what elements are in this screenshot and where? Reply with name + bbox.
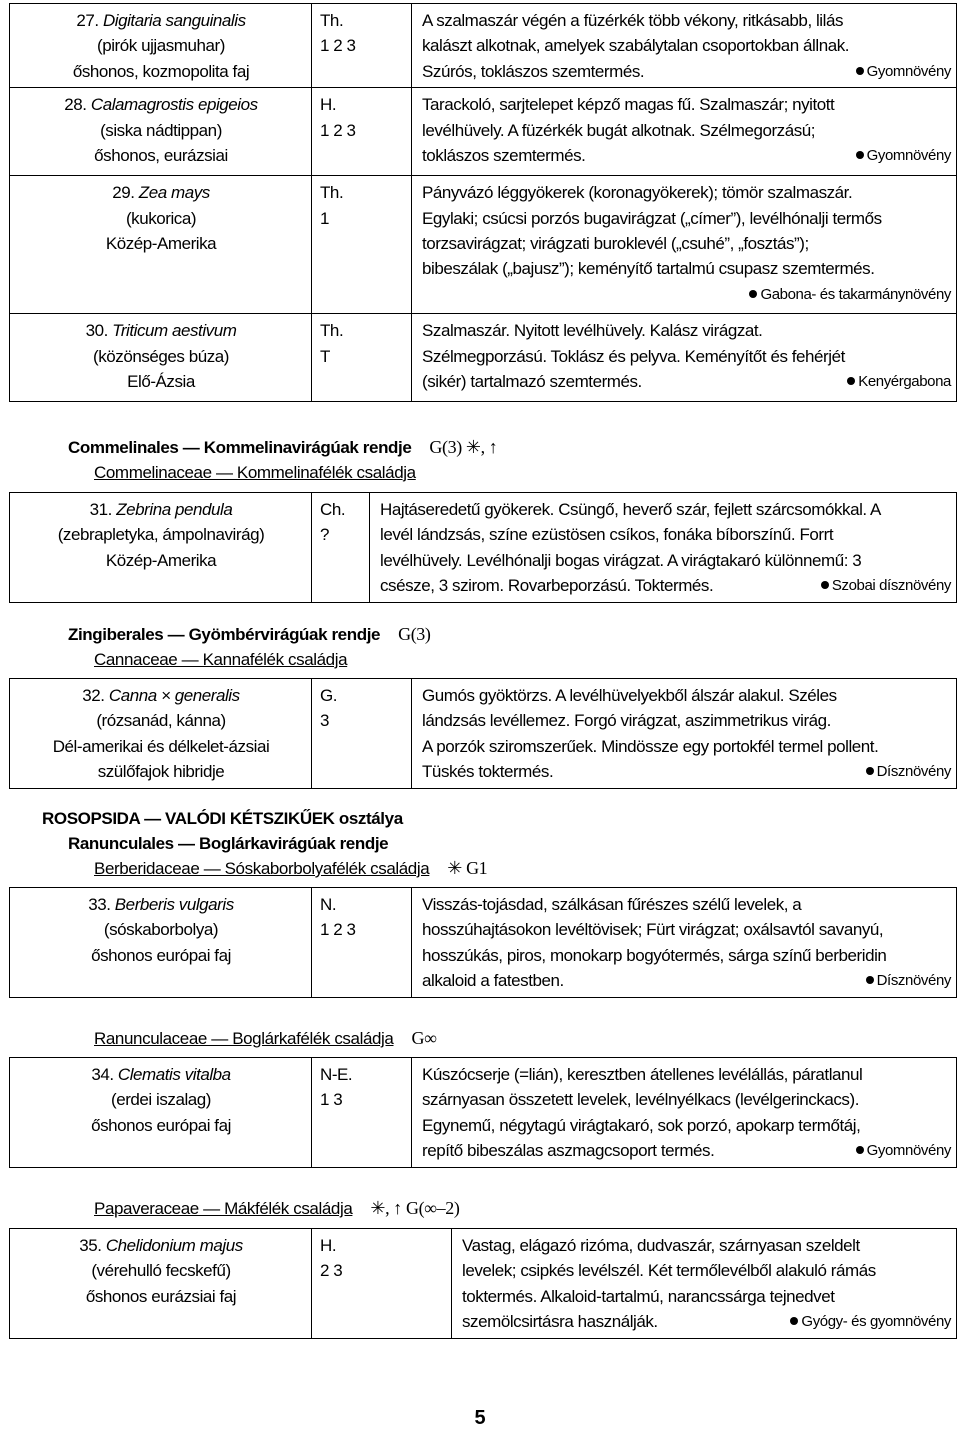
- latin-name: Canna × generalis: [108, 686, 240, 705]
- family-heading: Berberidaceae — Sóskaborbolyafélék családja ✳ G1: [94, 858, 488, 878]
- species-number: 35.: [79, 1236, 102, 1255]
- table-row: [10, 88, 957, 176]
- table-row: [10, 1229, 957, 1339]
- species-number: 28.: [64, 95, 87, 115]
- description-line: szárnyasan összetett levelek, levélnyélkacs (levélgerinckacs).: [422, 1090, 859, 1110]
- species-table-commelinales: [9, 492, 957, 603]
- table-row: [10, 493, 957, 603]
- latin-name: Chelidonium majus: [105, 1236, 243, 1255]
- species-number: 29.: [112, 183, 135, 203]
- description-line: Egylaki; csúcsi porzós bugavirágzat („címer”), levélhónalji termős: [422, 208, 882, 228]
- usage-tag: Dísznövény: [866, 968, 951, 993]
- common-name: (pirók ujjasmuhar): [97, 36, 225, 56]
- usage-tag: Kenyérgabona: [847, 369, 951, 394]
- description-line: hosszúhajtásokon levéltövisek; Fürt virágzat; oxálsavtól savanyú,: [422, 920, 884, 940]
- description-line: (sikér) tartalmazó szemtermés.: [422, 372, 642, 392]
- latin-name: Digitaria sanguinalis: [102, 11, 246, 30]
- origin: Dél-amerikai és délkelet-ázsiai: [52, 736, 270, 756]
- usage-tag: Szobai dísznövény: [821, 573, 951, 598]
- species-number: 34.: [91, 1065, 114, 1084]
- bullet-icon: [866, 767, 874, 775]
- species-number: 33.: [88, 895, 111, 914]
- flower-formula: ✳, ↑ G(∞–2): [370, 1198, 460, 1218]
- origin: őshonos eurázsiai faj: [85, 1286, 237, 1306]
- family-heading: Cannaceae — Kannafélék családja: [94, 650, 348, 669]
- common-name: (kukorica): [125, 208, 197, 228]
- description-line: Gumós gyöktörzs. A levélhüvelyekből álszár alakul. Széles: [422, 686, 837, 705]
- species-number: 30.: [85, 321, 108, 341]
- origin: őshonos, kozmopolita faj: [72, 61, 250, 81]
- bullet-icon: [847, 377, 855, 385]
- life-cycle: 3: [320, 711, 330, 731]
- life-form: Ch.: [320, 500, 346, 519]
- description-line: levelek; csipkés levélszél. Két termőlevélből alakuló rámás: [462, 1261, 876, 1281]
- bullet-icon: [866, 976, 874, 984]
- description-line: A szalmaszár végén a füzérkék több vékony, ritkásabb, lilás: [422, 11, 844, 30]
- family-heading: Commelinaceae — Kommelinafélék családja: [94, 463, 416, 482]
- description-line: Visszás-tojásdad, szálkásan fűrészes szélű levelek, a: [422, 895, 802, 914]
- origin: Közép-Amerika: [105, 550, 217, 570]
- description-line: torzsavirágzat; virágzati buroklevél („csuhé”, „fosztás”);: [422, 234, 809, 254]
- usage-tag: Gabona- és takarmánynövény: [749, 282, 951, 307]
- table-row: [10, 679, 957, 789]
- description-line: hosszúkás, piros, monokarp bogyótermés, sárga színű berberidin: [422, 945, 887, 965]
- bullet-icon: [856, 1146, 864, 1154]
- family-heading: Papaveraceae — Mákfélék családja ✳, ↑ G(∞–2): [94, 1198, 460, 1218]
- table-row: [10, 1058, 957, 1168]
- life-cycle: 2 3: [320, 1261, 343, 1281]
- bullet-icon: [749, 290, 757, 298]
- description-line: toktermés. Alkaloid-tartalmú, narancssárga tejnedvet: [462, 1286, 835, 1306]
- description-line: lándzsás levéllemez. Forgó virágzat, aszimmetrikus virág.: [422, 711, 831, 731]
- description-line: Szélmegporzású. Toklász és pelyva. Keményítőt és fehérjét: [422, 346, 845, 366]
- order-heading: Zingiberales — Gyömbérvirágúak rendje G(3): [68, 624, 431, 644]
- flower-formula: G∞: [411, 1028, 437, 1048]
- family-heading: Ranunculaceae — Boglárkafélék családja G∞: [94, 1028, 437, 1048]
- usage-tag: Dísznövény: [866, 759, 951, 784]
- common-name: (erdei iszalag): [110, 1090, 211, 1110]
- description-line: Egynemű, négytagú virágtakaró, sok porzó, apokarp termőtáj,: [422, 1115, 861, 1135]
- species-number: 31.: [89, 500, 112, 519]
- life-form: H.: [320, 1236, 337, 1255]
- usage-tag: Gyomnövény: [856, 1138, 951, 1163]
- species-number: 27.: [76, 11, 99, 30]
- life-form: N-E.: [320, 1065, 353, 1084]
- description-line: Tüskés toktermés.: [422, 762, 554, 782]
- page-number: 5: [474, 1407, 486, 1429]
- latin-name: Clematis vitalba: [117, 1065, 231, 1084]
- species-table-papaveraceae: [9, 1228, 957, 1339]
- common-name: (közönséges búza): [93, 346, 229, 366]
- usage-tag: Gyógy- és gyomnövény: [790, 1309, 951, 1334]
- bullet-icon: [821, 581, 829, 589]
- usage-tag: Gyomnövény: [856, 143, 951, 168]
- description-line: kalászt alkotnak, amelyek szabálytalan csoportokban állnak.: [422, 36, 850, 56]
- latin-name: Zea mays: [138, 183, 210, 203]
- origin: szülőfajok hibridje: [97, 762, 225, 782]
- description-line: Vastag, elágazó rizóma, dudvaszár, szárnyasan szeldelt: [462, 1236, 860, 1255]
- origin: őshonos európai faj: [91, 1115, 231, 1135]
- description-line: Tarackoló, sarjtelepet képző magas fű. Szalmaszár; nyitott: [422, 95, 835, 115]
- life-form: N.: [320, 895, 337, 914]
- life-cycle: ?: [320, 525, 330, 545]
- order-heading: Commelinales — Kommelinavirágúak rendje G(3) ✳, ↑: [68, 437, 498, 457]
- description-line: A porzók sziromszerűek. Mindössze egy portokfél termel pollent.: [422, 736, 879, 756]
- description-line: Kúszócserje (=lián), keresztben átellenes levélállás, páratlanul: [422, 1065, 863, 1084]
- life-cycle: 1 2 3: [320, 36, 356, 56]
- description-line: bibeszálak („bajusz”); keményítő tartalmú csupasz szemtermés.: [422, 259, 875, 279]
- life-cycle: 1 3: [320, 1090, 343, 1110]
- bullet-icon: [856, 67, 864, 75]
- life-form: G.: [320, 686, 338, 705]
- common-name: (vérehulló fecskefű): [91, 1261, 231, 1281]
- latin-name: Calamagrostis epigeios: [90, 95, 258, 115]
- description-line: szemölcsirtásra használják.: [462, 1312, 658, 1332]
- common-name: (sóskaborbolya): [103, 920, 219, 940]
- description-line: Pányvázó léggyökerek (koronagyökerek); tömör szalmaszár.: [422, 183, 853, 203]
- table-row: [10, 176, 957, 314]
- description-line: levélhüvely. Levélhónalji bogas virágzat. A virágtakaró különnemű: 3: [380, 550, 862, 570]
- table-row: [10, 888, 957, 998]
- origin: őshonos, eurázsiai: [94, 146, 228, 166]
- origin: Elő-Ázsia: [127, 372, 195, 392]
- latin-name: Triticum aestivum: [112, 321, 237, 341]
- flower-formula: G(3): [398, 624, 431, 644]
- table-row: [10, 314, 957, 402]
- description-line: Hajtáseredetű gyökerek. Csüngő, heverő szár, fejlett szárcsomókkal. A: [380, 500, 881, 519]
- life-form: Th.: [320, 183, 344, 203]
- species-number: 32.: [82, 686, 105, 705]
- description-line: levél lándzsás, színe ezüstösen csíkos, fonáka bíborszínű. Forrt: [380, 525, 834, 545]
- life-cycle: 1 2 3: [320, 920, 356, 940]
- species-table-ranunculaceae: [9, 1057, 957, 1168]
- life-form: Th.: [320, 321, 344, 341]
- life-cycle: T: [320, 346, 330, 366]
- description-line: Szalmaszár. Nyitott levélhüvely. Kalász virágzat.: [422, 321, 763, 341]
- description-line: toklászos szemtermés.: [422, 146, 586, 166]
- life-form: H.: [320, 95, 337, 115]
- flower-formula: G(3) ✳, ↑: [429, 437, 498, 457]
- description-line: alkaloid a fatestben.: [422, 971, 564, 991]
- common-name: (zebrapletyka, ámpolnavirág): [57, 525, 265, 545]
- origin: őshonos európai faj: [91, 945, 231, 965]
- description-line: levélhüvely. A füzérkék bugát alkotnak. Szélmegorzású;: [422, 120, 816, 140]
- description-line: repítő bibeszálas aszmagcsoport termés.: [422, 1141, 715, 1161]
- bullet-icon: [790, 1317, 798, 1325]
- life-cycle: 1: [320, 208, 330, 228]
- species-table-zingiberales: [9, 678, 957, 789]
- latin-name: Berberis vulgaris: [114, 895, 234, 914]
- description-line: Szúrós, toklászos szemtermés.: [422, 61, 645, 81]
- common-name: (siska nádtippan): [100, 120, 222, 140]
- common-name: (rózsanád, kánna): [96, 711, 226, 731]
- latin-name: Zebrina pendula: [116, 500, 233, 519]
- table-row: [10, 4, 957, 88]
- life-form: Th.: [320, 11, 344, 30]
- order-heading: Ranunculales — Boglárkavirágúak rendje: [68, 834, 389, 853]
- description-line: csésze, 3 szirom. Rovarbeporzású. Toktermés.: [380, 576, 714, 596]
- usage-tag: Gyomnövény: [856, 59, 951, 84]
- class-heading: ROSOPSIDA — VALÓDI KÉTSZIKŰEK osztálya: [42, 809, 403, 828]
- species-table-top: [9, 3, 957, 402]
- origin: Közép-Amerika: [105, 234, 217, 254]
- life-cycle: 1 2 3: [320, 120, 356, 140]
- species-table-berberidaceae: [9, 887, 957, 998]
- flower-formula: ✳ G1: [447, 858, 488, 878]
- bullet-icon: [856, 151, 864, 159]
